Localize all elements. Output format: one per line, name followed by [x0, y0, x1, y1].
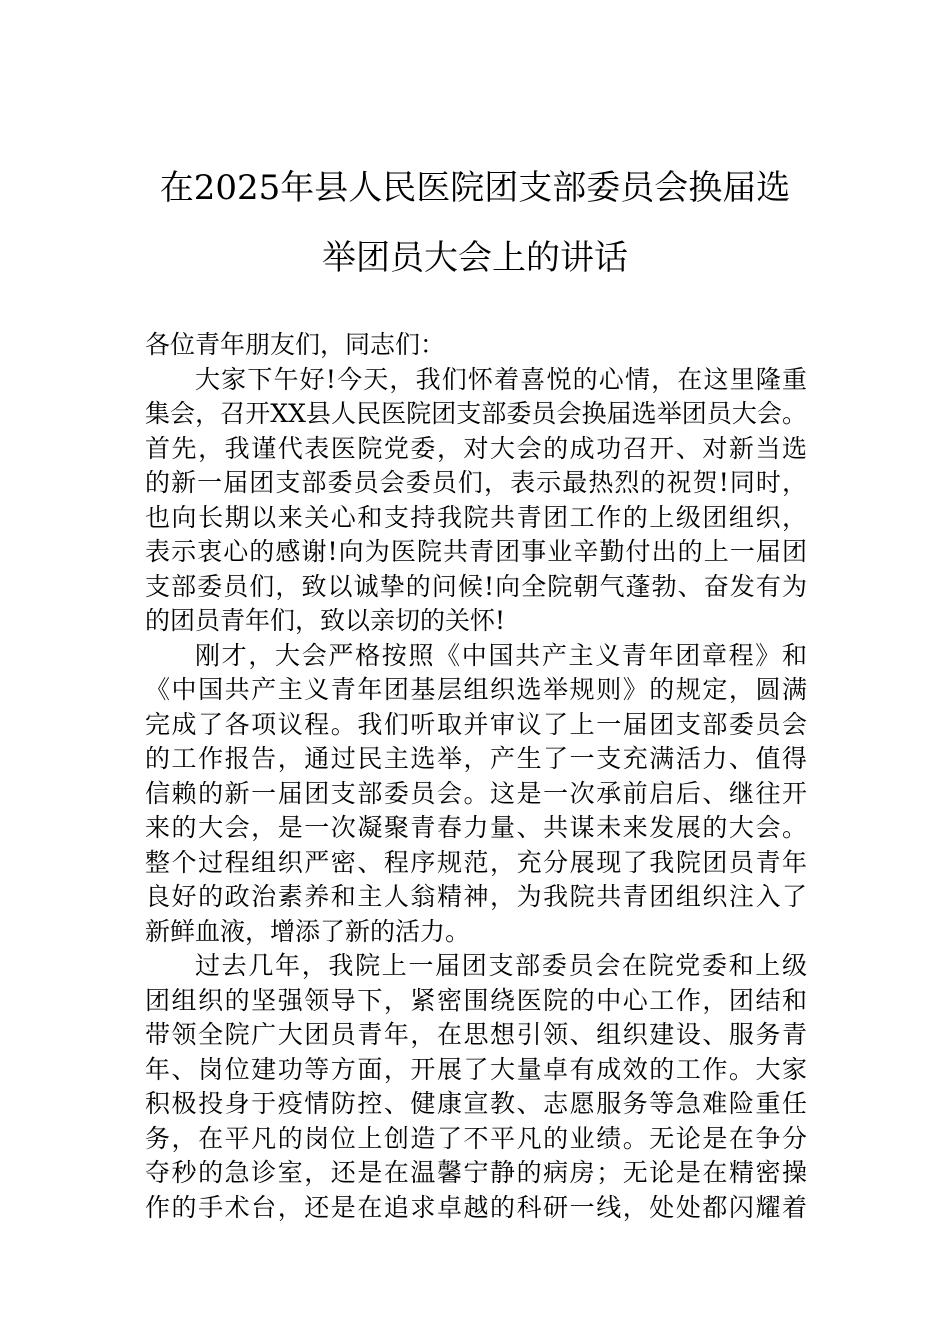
- document-body: [145, 328, 807, 1225]
- text-line: 来的大会，是一次凝聚青春力量、共谋未来发展的大会。: [145, 813, 807, 842]
- greeting: 各位青年朋友们，同志们：: [145, 330, 446, 359]
- text-line: 刚才，大会严格按照《中国共产主义青年团章程》和: [195, 640, 807, 670]
- paragraph: [145, 639, 807, 950]
- document-title: [0, 153, 950, 293]
- text-line: 完成了各项议程。我们听取并审议了上一届团支部委员会: [145, 709, 807, 739]
- text-line: 表示衷心的感谢!向为医院共青团事业辛勤付出的上一届团: [145, 537, 807, 566]
- title-line-2: 举团员大会上的讲话: [322, 238, 628, 278]
- text-line: 《中国共产主义青年团基层组织选举规则》的规定，圆满: [145, 675, 807, 704]
- text-line: 支部委员们，致以诚挚的问候!向全院朝气蓬勃、奋发有为: [145, 571, 807, 601]
- text-line: 的新一届团支部委员会委员们，表示最热烈的祝贺!同时，: [145, 468, 807, 497]
- text-line: 大家下午好!今天，我们怀着喜悦的心情，在这里隆重: [195, 364, 807, 394]
- text-line: 务，在平凡的岗位上创造了不平凡的业绩。无论是在争分: [145, 1123, 807, 1153]
- text-line: 的工作报告，通过民主选举，产生了一支充满活力、值得: [145, 744, 807, 773]
- text-line: 年、岗位建功等方面，开展了大量卓有成效的工作。大家: [145, 1054, 807, 1084]
- text-line: 积极投身于疫情防控、健康宣教、志愿服务等急难险重任: [145, 1089, 807, 1118]
- text-line: 集会，召开XX县人民医院团支部委员会换届选举团员大会。: [145, 399, 807, 428]
- text-line: 作的手术台，还是在追求卓越的科研一线，处处都闪耀着: [145, 1192, 807, 1222]
- text-line: 整个过程组织严密、程序规范，充分展现了我院团员青年: [145, 847, 807, 877]
- text-line: 夺秒的急诊室，还是在温馨宁静的病房；无论是在精密操: [145, 1158, 807, 1187]
- text-line: 的团员青年们，致以亲切的关怀!: [145, 606, 506, 635]
- text-line: 带领全院广大团员青年，在思想引领、组织建设、服务青: [145, 1020, 807, 1049]
- text-line: 新鲜血液，增添了新的活力。: [145, 916, 471, 946]
- text-line: 良好的政治素养和主人翁精神，为我院共青团组织注入了: [145, 882, 807, 911]
- paragraph: [145, 363, 807, 639]
- text-line: 信赖的新一届团支部委员会。这是一次承前启后、继往开: [145, 778, 807, 808]
- text-line: 首先，我谨代表医院党委，对大会的成功召开、对新当选: [145, 433, 807, 463]
- text-line: 也向长期以来关心和支持我院共青团工作的上级团组织，: [145, 502, 807, 532]
- text-line: 过去几年，我院上一届团支部委员会在院党委和上级: [195, 951, 807, 980]
- paragraph: [145, 949, 807, 1225]
- text-line: 团组织的坚强领导下，紧密围绕医院的中心工作，团结和: [145, 985, 807, 1015]
- title-line-1: 在2025年县人民医院团支部委员会换届选: [159, 168, 791, 208]
